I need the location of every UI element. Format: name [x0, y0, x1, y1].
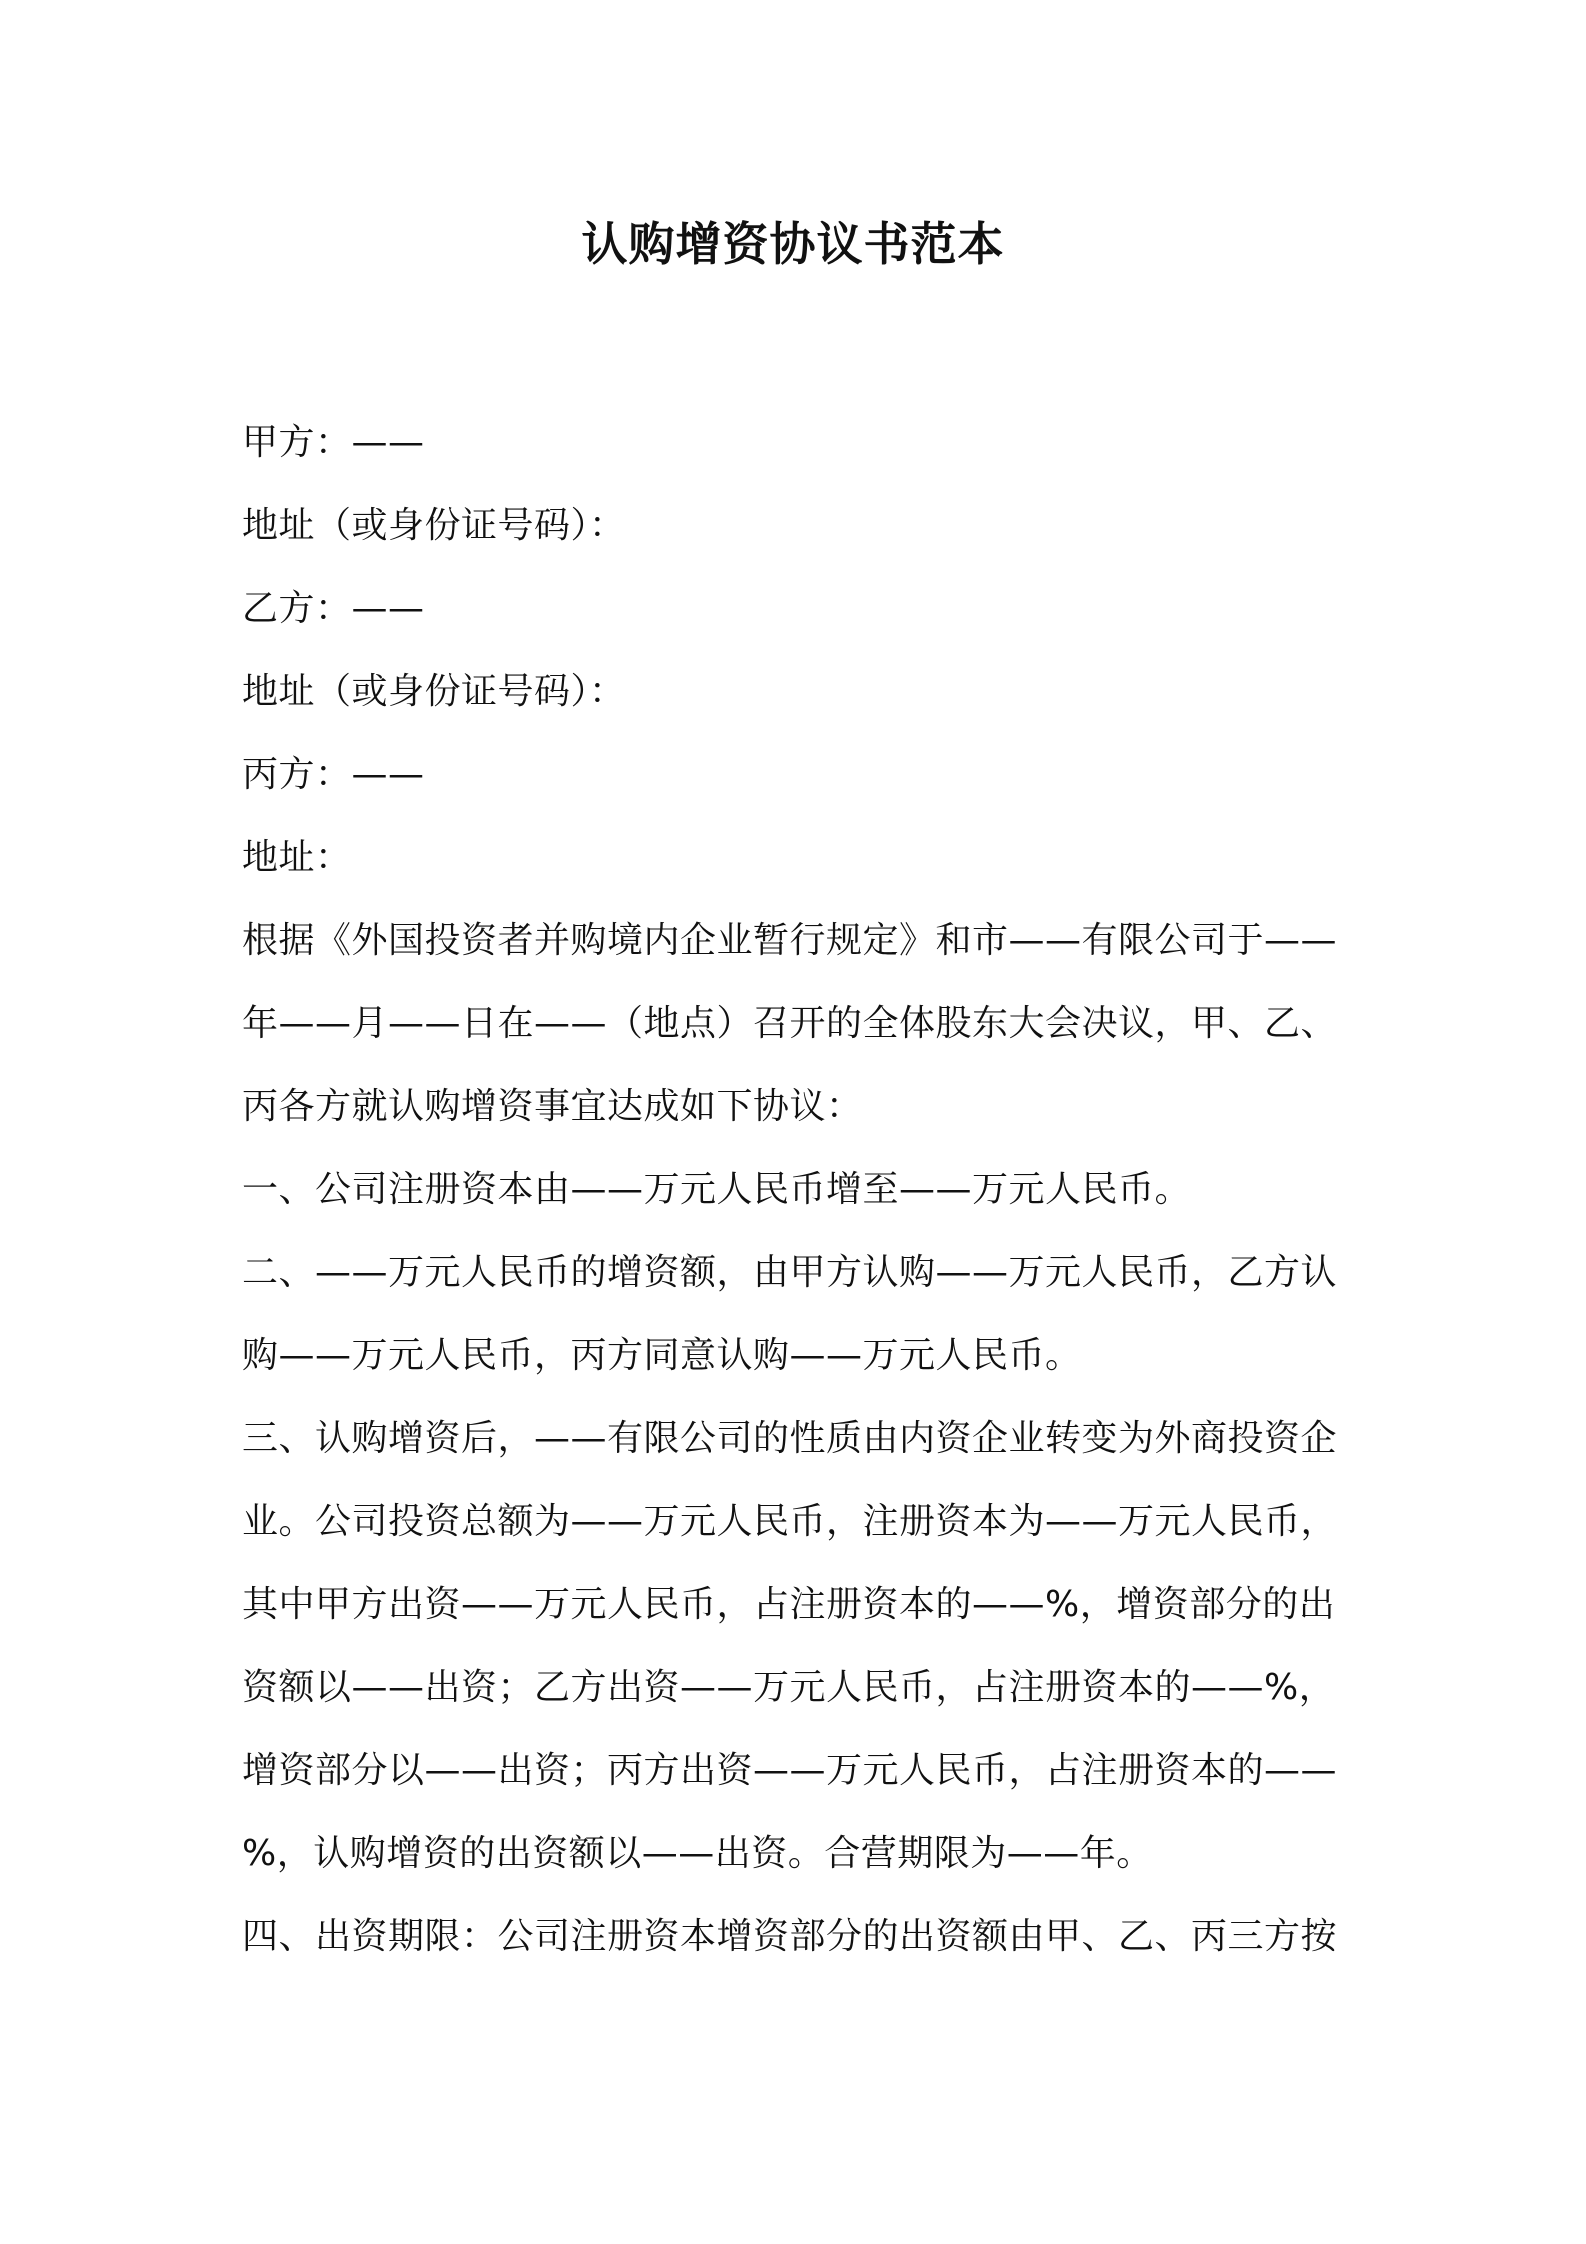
party-c-address: 地址：: [242, 837, 352, 878]
clause-4: 四、出资期限：公司注册资本增资部分的出资额由甲、乙、丙三方按: [242, 1916, 1338, 1957]
party-b-address: 地址（或身份证号码）：: [242, 671, 626, 712]
document-title: 认购增资协议书范本: [581, 217, 1005, 271]
party-a-address: 地址（或身份证号码）：: [242, 505, 626, 546]
clause-1: 一、公司注册资本由——万元人民币增至——万元人民币。: [242, 1169, 1192, 1210]
clause-3: 三、认购增资后，——有限公司的性质由内资企业转变为外商投资企业。公司投资总额为——万元人民币，注册资本为——万元人民币，其中甲方出资——万元人民币，占注册资本的——%，增资部分的出资额以——出资；乙方出资——万元人民币，占注册资本的——%，增资部分以——出资；丙方出资——万元人民币，占注册资本的——%，认购增资的出资额以——出资。合营期限为——年。: [242, 1418, 1338, 1874]
party-a-name: 甲方：——: [242, 422, 425, 463]
party-b-name: 乙方：——: [242, 588, 425, 629]
preamble-paragraph: 根据《外国投资者并购境内企业暂行规定》和市——有限公司于——年——月——日在——（地点）召开的全体股东大会决议，甲、乙、丙各方就认购增资事宜达成如下协议：: [242, 920, 1338, 1127]
party-c-name: 丙方：——: [242, 754, 425, 795]
document-body: [242, 401, 1357, 1978]
clause-2: 二、——万元人民币的增资额，由甲方认购——万元人民币，乙方认购——万元人民币，丙方同意认购——万元人民币。: [242, 1252, 1338, 1376]
